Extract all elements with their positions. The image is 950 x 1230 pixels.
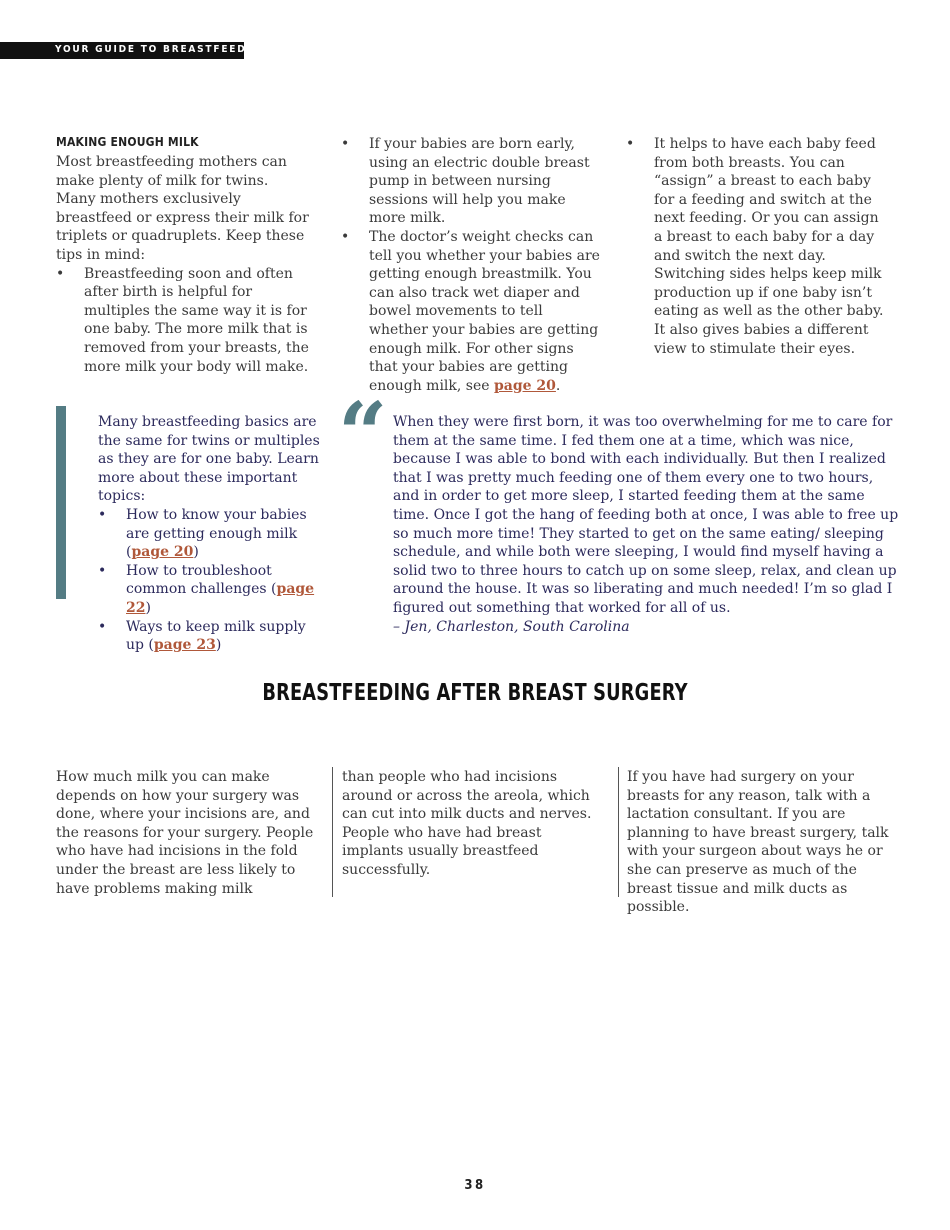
list-item: • If your babies are born early, using an electric double breast pump in between nursing sessions will help you make more milk.: [341, 135, 603, 228]
list-item-text: The doctor’s weight checks can tell you whether your babies are getting enough breastmilk. You can also track wet diaper and bowel movements to tell whether your babies are getting enough milk. For other signs that your babies are getting enough milk, see: [369, 228, 600, 394]
list-item-text: How to know your babies are getting enough milk (: [126, 506, 307, 561]
tips-list: [626, 135, 888, 358]
page-23-link[interactable]: page 23: [153, 637, 216, 654]
surgery-column-1: How much milk you can make depends on how your surgery was done, where your incisions are, and the reasons for your surgery. People who have had incisions in the fold under the breast are less likely to have problems making milk: [56, 769, 314, 897]
list-item-end: ): [215, 637, 222, 654]
page-number: 38: [464, 1178, 486, 1193]
column-making-enough-milk: [56, 134, 312, 376]
list-item-end: ): [145, 599, 151, 616]
running-header-title: YOUR GUIDE TO BREASTFEEDING: [55, 44, 271, 55]
column-divider: [332, 767, 333, 897]
quote-attribution: – Jen, Charleston, South Carolina: [393, 618, 630, 635]
section-title: BREASTFEEDING AFTER BREAST SURGERY: [262, 680, 688, 706]
list-item-end: ): [193, 544, 199, 561]
quote-mark-icon: “: [338, 384, 388, 485]
list-item-text: Ways to keep milk supply up (: [126, 618, 306, 654]
column-tips-2: [341, 135, 603, 395]
list-item: • Breastfeeding soon and often after birth is helpful for multiples the same way it is for one baby. The more milk that is removed from your breasts, the more milk your body will make.: [56, 265, 312, 377]
sidebar-topics-list: [98, 506, 326, 655]
column-tips-3: [626, 135, 888, 358]
list-item: [341, 228, 603, 395]
quote-body: When they were first born, it was too overwhelming for me to care for them at the same time. I fed them one at a time, which was nice, because I was able to bond with each individually. But then I realized that I was pretty much feeding one of them every one to two hours, and in order to get more sleep, I started feeding them at the same time. Once I got the hang of feeding both at once, I was able to free up so much more time! They started to get on the same eating/ sleeping schedule, and while both were sleeping, I would find myself having a solid two to three hours to catch up on some sleep, relax, and clean up around the house. It was so liberating and much needed! I’m so glad I figured out something that worked for all of us.: [393, 414, 899, 616]
sidebar-accent-bar: [56, 406, 66, 599]
running-header: [0, 42, 271, 59]
list-item-end: .: [555, 377, 561, 394]
tips-list: [56, 265, 312, 377]
list-item: [98, 618, 326, 655]
page-20-link[interactable]: page 20: [494, 377, 556, 394]
testimonial-quote: [393, 413, 903, 636]
tips-list: [341, 135, 603, 395]
sidebar-basics: [98, 413, 326, 655]
page-22-link[interactable]: page 22: [126, 581, 315, 616]
sidebar-intro: Many breastfeeding basics are the same for twins or multiples as they are for one baby. Learn more about these important topics:: [98, 414, 320, 505]
column-divider: [618, 767, 619, 897]
list-item: [98, 506, 326, 562]
section-heading: MAKING ENOUGH MILK: [56, 135, 199, 149]
intro-paragraph: Most breastfeeding mothers can make plenty of milk for twins. Many mothers exclusively breastfeed or express their milk for triplets or quadruplets. Keep these tips in mind:: [56, 154, 309, 263]
surgery-column-2: than people who had incisions around or across the areola, which can cut into milk ducts and nerves. People who have had breast implants usually breastfeed successfully.: [342, 769, 592, 878]
list-item-text: How to troubleshoot common challenges (: [126, 562, 277, 598]
list-item: [98, 562, 326, 618]
surgery-column-3: If you have had surgery on your breasts for any reason, talk with a lactation consultant. If you are planning to have breast surgery, talk with your surgeon about ways he or she can preserve as much of the breast tissue and milk ducts as possible.: [627, 769, 889, 916]
list-item: • It helps to have each baby feed from both breasts. You can “assign” a breast to each baby for a feeding and switch at the next feeding. Or you can assign a breast to each baby for a day and switch the next day. Switching sides helps keep milk production up if one baby isn’t eating as well as the other baby. It also gives babies a different view to stimulate their eyes.: [626, 135, 888, 358]
page-20-link[interactable]: page 20: [131, 544, 194, 561]
